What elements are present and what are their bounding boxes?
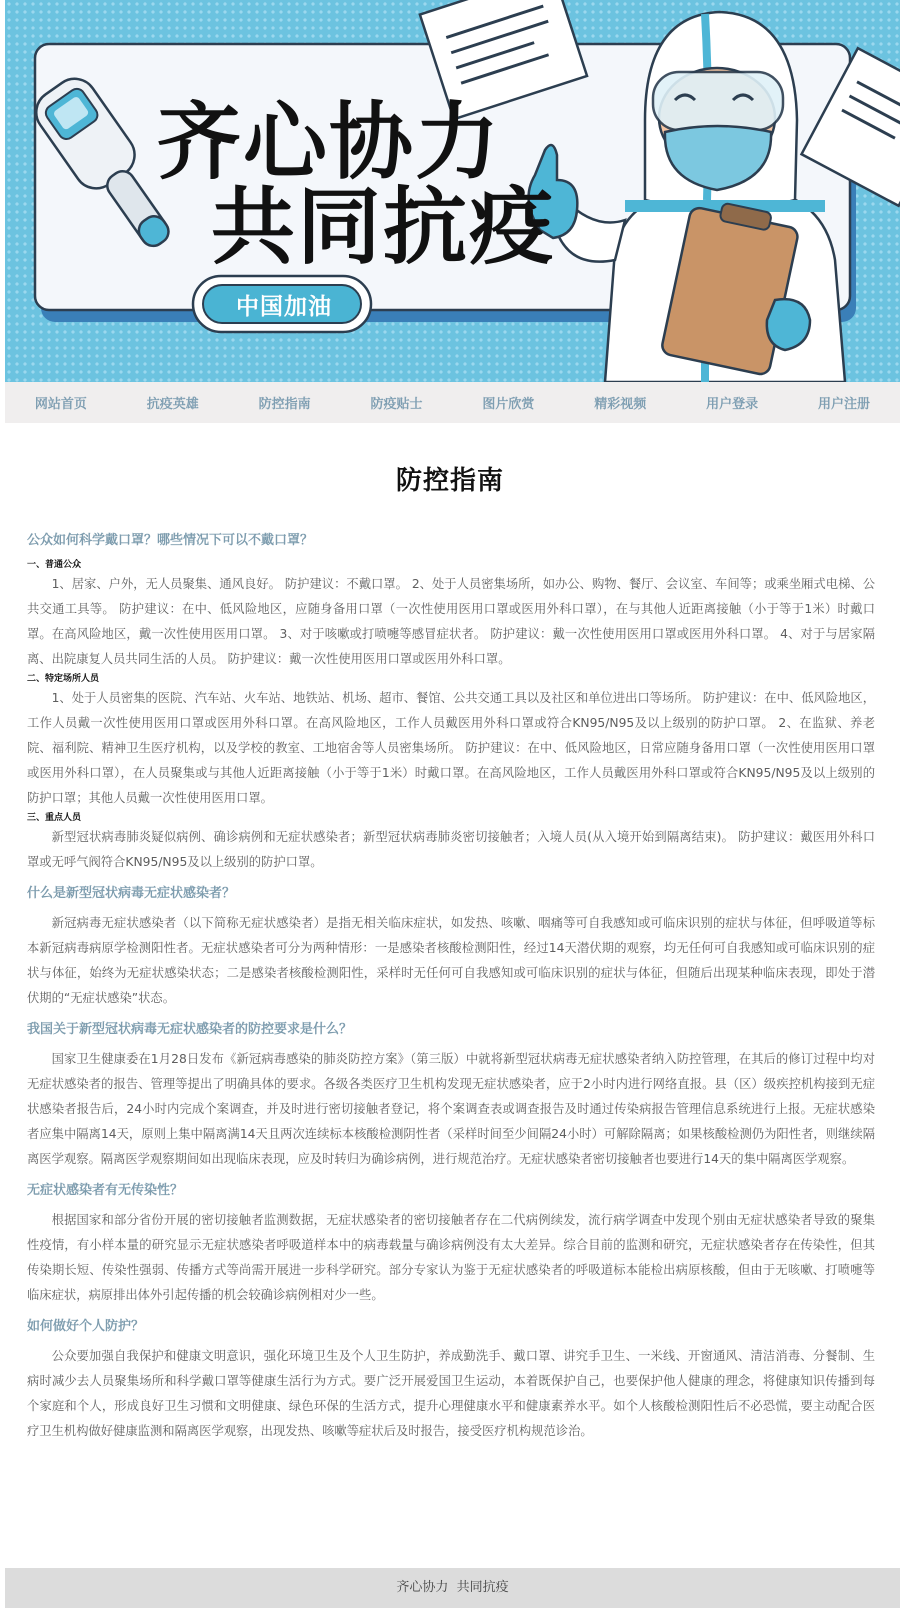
nav-guide[interactable]: 防控指南 — [258, 397, 311, 412]
subsection-heading: 二、特定场所人员 — [27, 674, 100, 684]
paragraph: 1、处于人员密集的医院、汽车站、火车站、地铁站、机场、超市、餐馆、公共交通工具以及社区和单位进出口等场所。 防护建议：在中、低风险地区，工作人员戴一次性使用医用口罩或医用外科口罩。在高风险地区，工作人员戴医用外科口罩或符合KN95/N95及以上级别的防护口罩。 2、在监狱、养老院、福利院、精神卫生医疗机构，以及学校的教室、工地宿舍等人员密集场所。 防护建议：在中、低风险地区，日常应随身备用口罩（一次性使用医用口罩或医用外科口罩），在人员聚集或与其他人近距离接触（小于等于1米）时戴口罩。在高风险地区，工作人员戴医用外科口罩或符合KN95/N95及以上级别的防护口罩；其他人员戴一次性使用医用口罩。 — [27, 691, 875, 805]
article-content — [27, 530, 875, 1449]
section-infectivity — [27, 1180, 875, 1308]
page-title: 防控指南 — [395, 466, 504, 496]
banner-title-line1: 齐心协力 — [157, 93, 502, 191]
paragraph: 新型冠状病毒肺炎疑似病例、确诊病例和无症状感染者；新型冠状病毒肺炎密切接触者；入境人员(从入境开始到隔离结束)。 防护建议：戴医用外科口罩或无呼气阀符合KN95/N95及以上级别的防护口罩。 — [27, 830, 875, 869]
subsection-heading: 三、重点人员 — [27, 813, 82, 823]
nav-heroes[interactable]: 抗疫英雄 — [146, 397, 199, 412]
nav-register[interactable]: 用户注册 — [818, 397, 871, 412]
hero-banner — [5, 0, 900, 382]
paragraph: 新冠病毒无症状感染者（以下简称无症状感染者）是指无相关临床症状，如发热、咳嗽、咽痛等可自我感知或可临床识别的症状与体征，但呼吸道等标本新冠病毒病原学检测阳性者。无症状感染者可分为两种情形：一是感染者核酸检测阳性，经过14天潜伏期的观察，均无任何可自我感知或可临床识别的症状与体征，始终为无症状感染状态；二是感染者核酸检测阳性，采样时无任何可自我感知或可临床识别的症状与体征，但随后出现某种临床表现，即处于潜伏期的“无症状感染”状态。 — [27, 916, 875, 1005]
paragraph: 公众要加强自我保护和健康文明意识，强化环境卫生及个人卫生防护，养成勤洗手、戴口罩、讲究手卫生、一米线、开窗通风、清洁消毒、分餐制、生病时减少去人员聚集场所和科学戴口罩等健康生活行为方式。要广泛开展爱国卫生运动，本着既保护自己，也要保护他人健康的理念，将健康知识传播到每个家庭和个人，形成良好卫生习惯和文明健康、绿色环保的生活方式，提升心理健康水平和健康素养水平。如个人核酸检测阳性后不必恐慌，要主动配合医疗卫生机构做好健康监测和隔离医学观察，出现发热、咳嗽等症状后及时报告，接受医疗机构规范诊治。 — [27, 1349, 875, 1438]
main-nav — [5, 382, 900, 423]
footer-text: 齐心协力 共同抗疫 — [396, 1580, 509, 1595]
banner-slogan: 中国加油 — [236, 294, 332, 320]
section-personal-protection — [27, 1316, 875, 1444]
nav-gallery[interactable]: 图片欣赏 — [482, 397, 535, 412]
nav-home[interactable]: 网站首页 — [34, 397, 87, 412]
section-mask-guide — [27, 530, 875, 875]
nav-login[interactable]: 用户登录 — [706, 397, 759, 412]
paragraph: 1、居家、户外，无人员聚集、通风良好。 防护建议：不戴口罩。 2、处于人员密集场所，如办公、购物、餐厅、会议室、车间等；或乘坐厢式电梯、公共交通工具等。 防护建议：在中、低风险地区，应随身备用口罩（一次性使用医用口罩或医用外科口罩），在与其他人近距离接触（小于等于1米）时戴口罩。在高风险地区，戴一次性使用医用口罩。 3、对于咳嗽或打喷嚏等感冒症状者。 防护建议：戴一次性使用医用口罩或医用外科口罩。 4、对于与居家隔离、出院康复人员共同生活的人员。 防护建议：戴一次性使用医用口罩或医用外科口罩。 — [27, 577, 875, 666]
paragraph: 根据国家和部分省份开展的密切接触者监测数据，无症状感染者的密切接触者存在二代病例续发，流行病学调查中发现个别由无症状感染者导致的聚集性疫情，有小样本量的研究显示无症状感染者呼吸道样本中的病毒载量与确诊病例没有太大差异。综合目前的监测和研究，无症状感染者存在传染性，但其传染期长短、传染性强弱、传播方式等尚需开展进一步科学研究。部分专家认为鉴于无症状感染者的呼吸道标本能检出病原核酸，但由于无咳嗽、打喷嚏等临床症状，病原排出体外引起传播的机会较确诊病例相对少一些。 — [27, 1213, 875, 1302]
section-prevention-requirements — [27, 1019, 875, 1172]
paragraph: 国家卫生健康委在1月28日发布《新冠病毒感染的肺炎防控方案》（第三版）中就将新型冠状病毒无症状感染者纳入防控管理，在其后的修订过程中均对无症状感染者的报告、管理等提出了明确具体的要求。各级各类医疗卫生机构发现无症状感染者，应于2小时内进行网络直报。县（区）级疾控机构接到无症状感染者报告后，24小时内完成个案调查，并及时进行密切接触者登记，将个案调查表或调查报告及时通过传染病报告管理信息系统进行上报。无症状感染者应集中隔离14天，原则上集中隔离满14天且两次连续标本核酸检测阴性者（采样时间至少间隔24小时）可解除隔离；如果核酸检测仍为阳性者，则继续隔离医学观察。隔离医学观察期间如出现临床表现，应及时转归为确诊病例，进行规范治疗。无症状感染者密切接触者也要进行14天的集中隔离医学观察。 — [27, 1052, 875, 1166]
section-heading: 如何做好个人防护？ — [27, 1319, 145, 1334]
section-heading: 公众如何科学戴口罩？哪些情况下可以不戴口罩？ — [27, 533, 314, 548]
footer — [5, 1568, 900, 1608]
section-asymptomatic-definition — [27, 883, 875, 1011]
section-heading: 什么是新型冠状病毒无症状感染者？ — [27, 886, 236, 901]
subsection-heading: 一、普通公众 — [27, 560, 82, 570]
nav-tips[interactable]: 防疫贴士 — [370, 397, 423, 412]
nav-videos[interactable]: 精彩视频 — [594, 397, 647, 412]
section-heading: 无症状感染者有无传染性？ — [27, 1183, 184, 1198]
banner-title-line2: 共同抗疫 — [211, 178, 556, 276]
section-heading: 我国关于新型冠状病毒无症状感染者的防控要求是什么？ — [27, 1022, 353, 1037]
